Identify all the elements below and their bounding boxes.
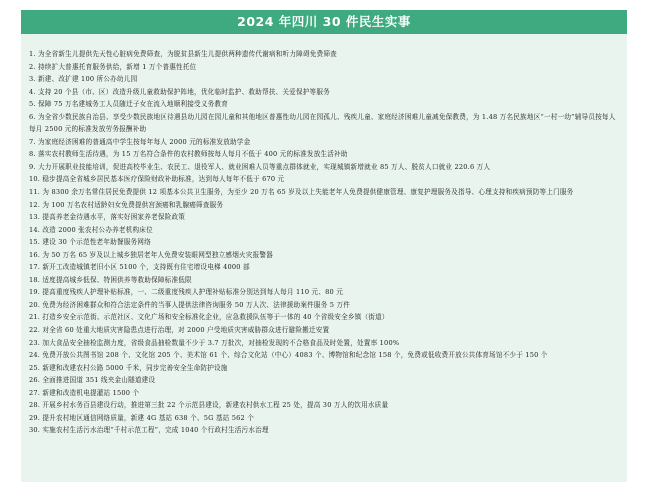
list-item: 14. 改造 2000 张农村公办养老机构床位 (29, 225, 153, 234)
document-title: 2024 年四川 30 件民生实事 (21, 10, 627, 34)
livelihood-projects-list (29, 48, 621, 437)
list-item: 12. 为 100 万名农村适龄妇女免费提供宫颈癌和乳腺癌筛查服务 (29, 200, 224, 209)
list-item: 23. 加大食品安全抽检监测力度，省级食品抽检数量不少于 3.7 万批次，对抽检发现的不合格食品及时处置，处置率 100% (29, 338, 400, 347)
list-item: 16. 为 50 万名 65 岁及以上城乡独居老年人免费安装眼网型独立感烟火灾报警器 (29, 250, 273, 259)
list-item: 11. 为 8300 余万名常住居民免费提供 12 项基本公共卫生服务，为至少 20 万名 65 岁及以上失能老年人免费提供健康管理、康复护理服务及指导、心理支持和疾病预防等上门服务 (29, 188, 574, 197)
list-item: 13. 提高养老金待遇水平，落实好困家养老保险政策 (29, 213, 186, 222)
list-item: 24. 免费开放公共图书馆 208 个、文化馆 205 个、美术馆 61 个、综合文化站（中心）4083 个、博物馆和纪念馆 158 个，免费或低收费开放公共体育场馆不少于 150 个 (29, 351, 548, 360)
list-item: 6. 为全省少数民族自治县、享受少数民族地区待遇县幼儿园在园儿童和其他地区普惠性幼儿园在园孤儿、残疾儿童、家庭经济困难儿童减免保教费，为 1.48 万名民族地区“一村一幼”辅导员按每人每月 2500 元的标准发放劳务报酬补助 (29, 112, 616, 134)
list-item: 5. 保障 75 万名建城务工人员随迁子女在流入地顺利接受义务教育 (29, 100, 229, 109)
list-item: 25. 新建和改建农村公路 5000 千米，同步完善安全生命防护设施 (29, 363, 228, 372)
list-item: 15. 建设 30 个示范性老年助餐服务网络 (29, 238, 151, 247)
list-item: 30. 实施农村生活污水治理“千村示范工程”，完成 1040 个行政村生活污水治理 (29, 426, 269, 435)
list-item: 28. 开展乡村水务百县建设行动，推进第三批 22 个示范县建设，新建农村供水工程 25 处，提高 30 万人的饮用水质量 (29, 401, 389, 410)
list-item: 8. 落实农村教师生活待遇，为 15 万名符合条件的农村教师按每人每月不低于 400 元的标准发放生活补助 (29, 150, 348, 159)
list-item: 7. 为家庭经济困难的普通高中学生按每年每人 2000 元的标准发放助学金 (29, 137, 251, 146)
list-item: 10. 稳步提高全省城乡居民基本医疗保险财政补助标准，达到每人每年不低于 670 元 (29, 175, 285, 184)
list-item: 9. 大力开展职业技能培训，促进高校毕业生、农民工、退役军人、就业困难人员等重点群体就业，实现城镇新增就业 85 万人、脱贫人口就业 220.6 万人 (29, 162, 491, 171)
list-item: 1. 为全省新生儿提供先天性心脏病免费筛查，为脱贫县新生儿提供两种遗传代谢病和听力障碍免费筛查 (29, 50, 337, 58)
list-item: 26. 全面推进国道 351 线夹金山隧道建设 (29, 376, 156, 385)
list-item: 27. 新建和改造机电提灌站 1500 个 (29, 388, 140, 397)
list-item: 3. 新建、改扩建 100 所公办幼儿园 (29, 75, 138, 84)
list-item: 29. 提升农村地区通信网络质量，新建 4G 基站 638 个、5G 基站 562 个 (29, 413, 255, 422)
list-item: 4. 支持 20 个县（市、区）改造升级儿童救助保护阵地，优化临时监护、救助帮扶、关爱保护等服务 (29, 87, 330, 96)
list-item: 17. 新开工改造城镇老旧小区 5100 个，支持既有住宅增设电梯 4000 部 (29, 263, 250, 272)
list-item: 20. 免费为经济困难群众和符合法定条件的当事人提供法律咨询服务 50 万人次、法律援助案件服务 5 万件 (29, 300, 351, 309)
list-item: 19. 提高重度残疾人护理补贴标准，一、二级重度残疾人护理补贴标准分别达到每人每月 110 元、80 元 (29, 288, 343, 297)
list-item: 21. 打造乡安全示范街、示范社区、文化广场和安全标准化企业，应急救援队伍等于一体的 40 个省级安全乡镇（街道） (29, 313, 389, 322)
document-panel (21, 10, 627, 482)
list-item: 18. 适度提高城乡低保、特困供养等救助保障标准低限 (29, 275, 192, 284)
list-item: 22. 对全省 60 处重大地质灾害隐患点进行治理，对 2000 户受地质灾害威胁群众进行避险搬迁安置 (29, 326, 330, 335)
list-item: 2. 持续扩大普惠托育服务供给，新增 1 万个普惠性托位 (29, 62, 197, 71)
